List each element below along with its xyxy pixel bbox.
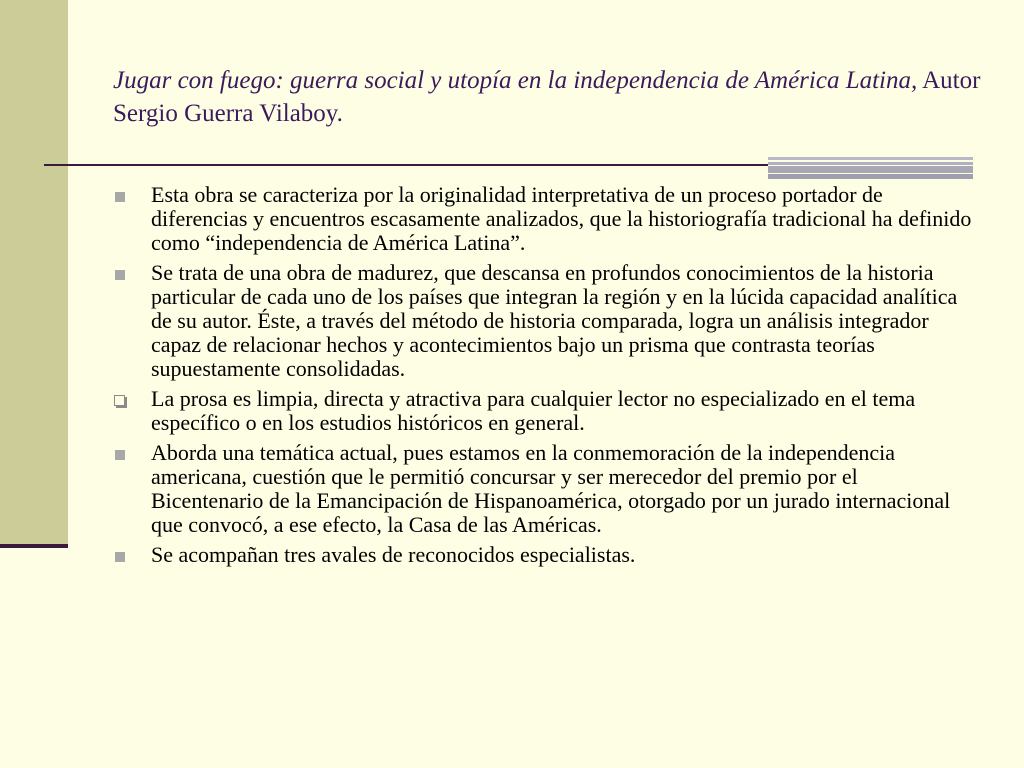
decorative-side-bar	[0, 0, 68, 545]
bullet-text: Esta obra se caracteriza por la originalidad interpretativa de un proceso portador de diferencias y encuentros escasamente analizados, que la historiografía tradicional ha definido como “independencia de América Latina”.	[151, 182, 972, 255]
bullet-text: La prosa es limpia, directa y atractiva para cualquier lector no especializado en el tema específico o en los estudios históricos en general.	[151, 386, 916, 435]
decorative-side-bar-base	[0, 544, 68, 548]
bullet-list	[112, 183, 972, 573]
square-bullet-icon	[115, 192, 125, 202]
bullet-text: Aborda una temática actual, pues estamos en la conmemoración de la independencia americana, cuestión que le permitió concursar y ser merecedor del premio por el Bicentenario de la Emancipación de Hispanoamérica, otorgado por un jurado internacional que convocó, a ese efecto, la Casa de las Américas.	[151, 440, 951, 537]
accent-stripe	[768, 166, 973, 173]
bullet-item	[112, 261, 972, 381]
bullet-item	[112, 387, 972, 435]
square-bullet-icon	[115, 552, 125, 562]
bullet-item	[112, 543, 972, 567]
square-bullet-icon	[115, 450, 125, 460]
bullet-item	[112, 183, 972, 255]
title-author: Autor Sergio Guerra Vilaboy.	[113, 67, 981, 127]
bullet-text: Se acompañan tres avales de reconocidos especialistas.	[151, 542, 636, 567]
accent-stripe	[768, 157, 973, 160]
accent-stripe	[768, 162, 973, 165]
title-book-name: Jugar con fuego: guerra social y utopía en la independencia de América Latina,	[113, 67, 918, 94]
decorative-accent-stripes	[768, 157, 973, 179]
accent-stripe	[768, 174, 973, 179]
bullet-text: Se trata de una obra de madurez, que descansa en profundos conocimientos de la historia particular de cada uno de los países que integran la región y en la lúcida capacidad analítica de su autor. Éste, a través del método de historia comparada, logra un análisis integrador capaz de relacionar hechos y acontecimientos bajo un prisma que contrasta teorías supuestamente consolidadas.	[151, 260, 958, 381]
square-bullet-icon	[115, 270, 125, 280]
bullet-item	[112, 441, 972, 537]
title-divider	[44, 164, 768, 166]
slide-title	[113, 64, 993, 130]
box-bullet-icon	[114, 395, 125, 406]
